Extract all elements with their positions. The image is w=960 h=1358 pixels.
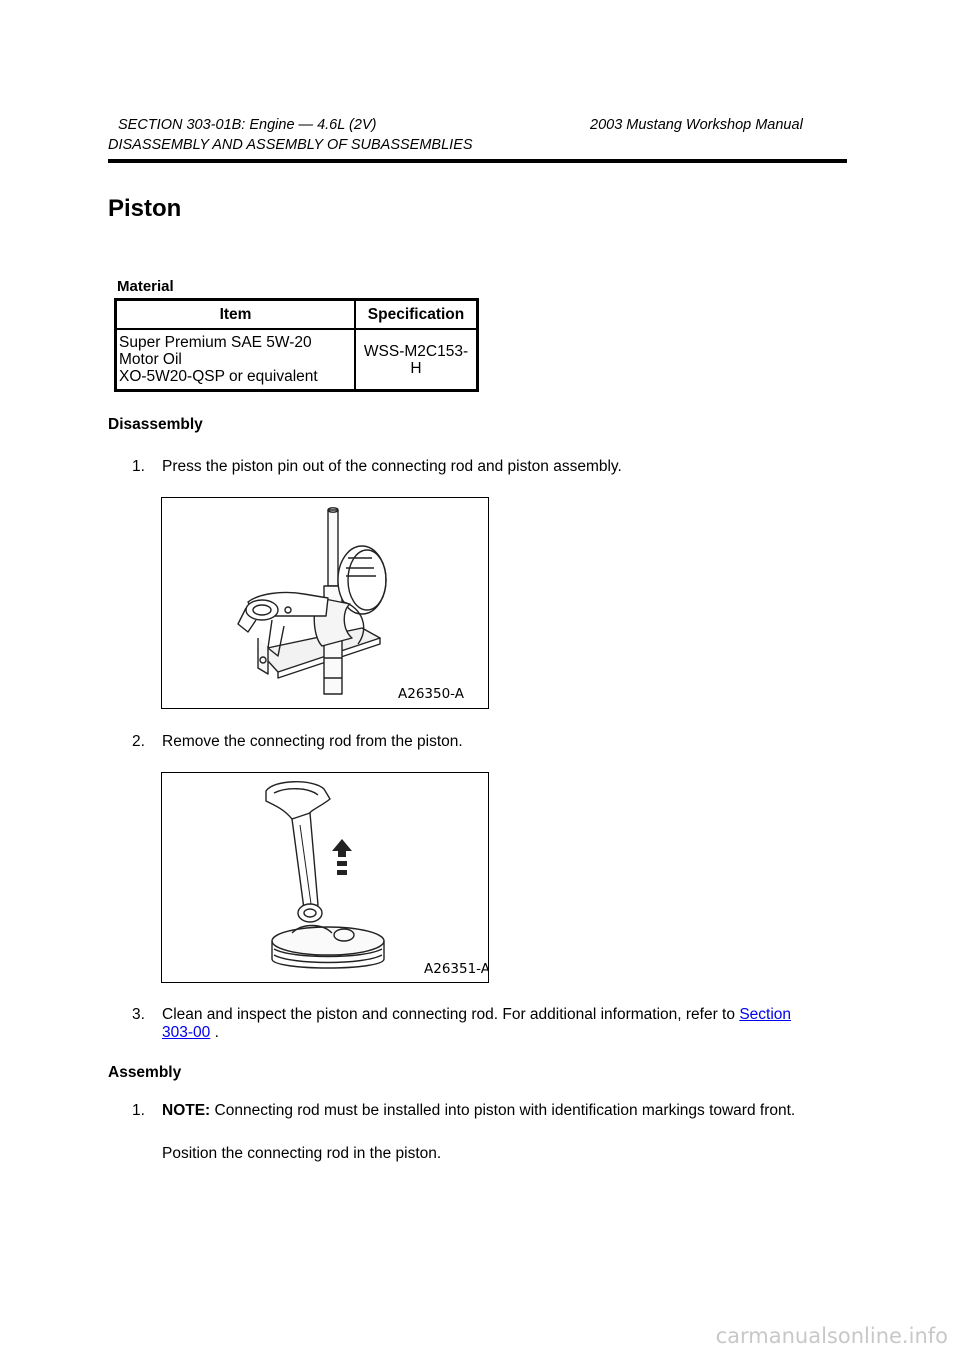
note-text: Connecting rod must be installed into piston with identification markings toward front.: [210, 1102, 796, 1119]
note-label: NOTE:: [162, 1102, 211, 1119]
table-row: [116, 329, 478, 391]
step-number: 2.: [132, 733, 145, 750]
specification-cell: [355, 329, 478, 391]
column-header-specification: Specification: [355, 300, 478, 330]
item-line: Super Premium SAE 5W-20: [119, 334, 312, 351]
watermark: carmanualsonline.info: [715, 1324, 948, 1348]
figure-label: A26351-A: [424, 961, 488, 977]
step-text-body: Clean and inspect the piston and connecting rod. For additional information, refer to: [162, 1006, 735, 1023]
spec-line: WSS-M2C153-: [363, 342, 469, 360]
table-header-row: [116, 300, 478, 330]
page-title: Piston: [108, 195, 182, 222]
step-text: Remove the connecting rod from the piston.: [162, 733, 463, 750]
step-text: Press the piston pin out of the connecting rod and piston assembly.: [162, 458, 622, 475]
connecting-rod-illustration: [162, 773, 488, 982]
item-line: Motor Oil: [119, 351, 182, 368]
step-number: 1.: [132, 1102, 145, 1119]
step-text: [162, 1006, 791, 1024]
step-text-tail: .: [210, 1024, 219, 1041]
material-table: [114, 298, 479, 392]
item-line: XO-5W20-QSP or equivalent: [119, 368, 318, 385]
section-link-continued[interactable]: 303-00: [162, 1024, 211, 1041]
figure-piston-pin-press: [161, 497, 489, 709]
figure-connecting-rod-removal: [161, 772, 489, 983]
note-line: [162, 1102, 795, 1120]
step-text: Position the connecting rod in the piston.: [162, 1145, 442, 1162]
section-link[interactable]: Section: [739, 1006, 792, 1023]
step-number: 1.: [132, 458, 145, 475]
manual-title: 2003 Mustang Workshop Manual: [590, 117, 803, 133]
step-number: 3.: [132, 1006, 145, 1023]
assembly-heading: Assembly: [108, 1064, 182, 1081]
up-arrow-icon: [332, 839, 352, 875]
column-header-item: Item: [116, 300, 356, 330]
item-cell: [116, 329, 356, 391]
spec-line: H: [410, 359, 422, 377]
piston-press-illustration: [162, 498, 488, 708]
figure-label: A26350-A: [398, 686, 464, 702]
section-header: SECTION 303-01B: Engine — 4.6L (2V): [118, 117, 377, 133]
header-rule: [108, 159, 847, 163]
material-label: Material: [117, 278, 174, 295]
step-text-continuation: [162, 1024, 219, 1042]
section-subtitle: DISASSEMBLY AND ASSEMBLY OF SUBASSEMBLIES: [108, 137, 473, 153]
disassembly-heading: Disassembly: [108, 416, 203, 433]
